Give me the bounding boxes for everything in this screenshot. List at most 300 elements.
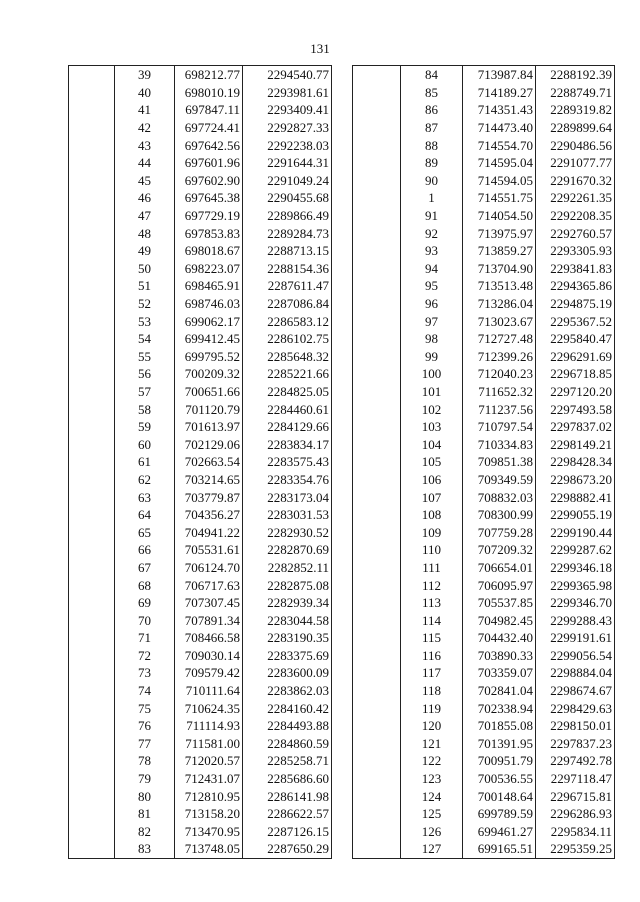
point-number-cell: 85: [401, 84, 463, 102]
table-row: [69, 435, 332, 453]
table-row: [69, 330, 332, 348]
x-coordinate-cell: 713286.04: [463, 295, 536, 313]
point-number-cell: 39: [115, 66, 175, 84]
blank-cell: [353, 66, 401, 84]
x-coordinate-cell: 703214.65: [175, 471, 243, 489]
y-coordinate-cell: 2295367.52: [536, 312, 615, 330]
x-coordinate-cell: 699795.52: [175, 348, 243, 366]
y-coordinate-cell: 2297837.23: [536, 735, 615, 753]
point-number-cell: 51: [115, 277, 175, 295]
blank-cell: [353, 242, 401, 260]
x-coordinate-cell: 712020.57: [175, 752, 243, 770]
y-coordinate-cell: 2283862.03: [243, 682, 332, 700]
y-coordinate-cell: 2294875.19: [536, 295, 615, 313]
table-row: [353, 805, 615, 823]
blank-cell: [69, 752, 115, 770]
x-coordinate-cell: 698465.91: [175, 277, 243, 295]
table-row: [353, 224, 615, 242]
table-row: [69, 541, 332, 559]
x-coordinate-cell: 709349.59: [463, 471, 536, 489]
blank-cell: [69, 471, 115, 489]
x-coordinate-cell: 704356.27: [175, 506, 243, 524]
y-coordinate-cell: 2298884.04: [536, 664, 615, 682]
point-number-cell: 120: [401, 717, 463, 735]
blank-cell: [353, 84, 401, 102]
point-number-cell: 111: [401, 559, 463, 577]
table-row: [69, 365, 332, 383]
point-number-cell: 97: [401, 312, 463, 330]
point-number-cell: 59: [115, 418, 175, 436]
x-coordinate-cell: 711114.93: [175, 717, 243, 735]
point-number-cell: 93: [401, 242, 463, 260]
x-coordinate-cell: 700651.66: [175, 383, 243, 401]
point-number-cell: 74: [115, 682, 175, 700]
point-number-cell: 77: [115, 735, 175, 753]
table-row: [353, 330, 615, 348]
point-number-cell: 53: [115, 312, 175, 330]
blank-cell: [353, 805, 401, 823]
x-coordinate-cell: 707891.34: [175, 611, 243, 629]
x-coordinate-cell: 708466.58: [175, 629, 243, 647]
y-coordinate-cell: 2292760.57: [536, 224, 615, 242]
x-coordinate-cell: 698018.67: [175, 242, 243, 260]
blank-cell: [69, 189, 115, 207]
point-number-cell: 70: [115, 611, 175, 629]
y-coordinate-cell: 2299346.18: [536, 559, 615, 577]
y-coordinate-cell: 2298428.34: [536, 453, 615, 471]
x-coordinate-cell: 698746.03: [175, 295, 243, 313]
point-number-cell: 46: [115, 189, 175, 207]
point-number-cell: 81: [115, 805, 175, 823]
point-number-cell: 43: [115, 136, 175, 154]
point-number-cell: 62: [115, 471, 175, 489]
x-coordinate-cell: 699165.51: [463, 840, 536, 858]
blank-cell: [353, 611, 401, 629]
table-row: [69, 770, 332, 788]
x-coordinate-cell: 702129.06: [175, 435, 243, 453]
blank-cell: [353, 735, 401, 753]
table-row: [353, 576, 615, 594]
x-coordinate-cell: 703779.87: [175, 488, 243, 506]
table-row: [353, 471, 615, 489]
point-number-cell: 117: [401, 664, 463, 682]
blank-cell: [69, 594, 115, 612]
point-number-cell: 66: [115, 541, 175, 559]
blank-cell: [69, 418, 115, 436]
point-number-cell: 75: [115, 699, 175, 717]
coordinate-table-left: [68, 65, 332, 859]
table-row: [353, 770, 615, 788]
blank-cell: [69, 576, 115, 594]
blank-cell: [69, 647, 115, 665]
x-coordinate-cell: 711652.32: [463, 383, 536, 401]
table-row: [69, 172, 332, 190]
y-coordinate-cell: 2297120.20: [536, 383, 615, 401]
y-coordinate-cell: 2298882.41: [536, 488, 615, 506]
point-number-cell: 94: [401, 260, 463, 278]
table-row: [69, 453, 332, 471]
y-coordinate-cell: 2298149.21: [536, 435, 615, 453]
point-number-cell: 119: [401, 699, 463, 717]
table-row: [69, 119, 332, 137]
y-coordinate-cell: 2293305.93: [536, 242, 615, 260]
table-row: [353, 699, 615, 717]
x-coordinate-cell: 714351.43: [463, 101, 536, 119]
blank-cell: [353, 699, 401, 717]
x-coordinate-cell: 706124.70: [175, 559, 243, 577]
x-coordinate-cell: 713513.48: [463, 277, 536, 295]
table-row: [69, 647, 332, 665]
x-coordinate-cell: 699412.45: [175, 330, 243, 348]
y-coordinate-cell: 2287611.47: [243, 277, 332, 295]
point-number-cell: 80: [115, 787, 175, 805]
point-number-cell: 99: [401, 348, 463, 366]
table-row: [353, 242, 615, 260]
y-coordinate-cell: 2291049.24: [243, 172, 332, 190]
point-number-cell: 89: [401, 154, 463, 172]
point-number-cell: 121: [401, 735, 463, 753]
blank-cell: [353, 576, 401, 594]
y-coordinate-cell: 2287650.29: [243, 840, 332, 858]
blank-cell: [69, 805, 115, 823]
point-number-cell: 115: [401, 629, 463, 647]
table-row: [353, 453, 615, 471]
y-coordinate-cell: 2298429.63: [536, 699, 615, 717]
point-number-cell: 82: [115, 823, 175, 841]
x-coordinate-cell: 702338.94: [463, 699, 536, 717]
blank-cell: [69, 506, 115, 524]
point-number-cell: 71: [115, 629, 175, 647]
point-number-cell: 95: [401, 277, 463, 295]
table-row: [353, 647, 615, 665]
blank-cell: [69, 664, 115, 682]
blank-cell: [353, 119, 401, 137]
y-coordinate-cell: 2284129.66: [243, 418, 332, 436]
point-number-cell: 104: [401, 435, 463, 453]
blank-cell: [69, 383, 115, 401]
point-number-cell: 48: [115, 224, 175, 242]
point-number-cell: 1: [401, 189, 463, 207]
x-coordinate-cell: 713158.20: [175, 805, 243, 823]
point-number-cell: 58: [115, 400, 175, 418]
point-number-cell: 41: [115, 101, 175, 119]
point-number-cell: 90: [401, 172, 463, 190]
blank-cell: [69, 312, 115, 330]
blank-cell: [69, 629, 115, 647]
x-coordinate-cell: 709579.42: [175, 664, 243, 682]
x-coordinate-cell: 700148.64: [463, 787, 536, 805]
y-coordinate-cell: 2296715.81: [536, 787, 615, 805]
x-coordinate-cell: 704432.40: [463, 629, 536, 647]
point-number-cell: 113: [401, 594, 463, 612]
table-row: [69, 717, 332, 735]
table-row: [69, 559, 332, 577]
table-row: [353, 435, 615, 453]
y-coordinate-cell: 2283600.09: [243, 664, 332, 682]
blank-cell: [353, 840, 401, 858]
blank-cell: [69, 400, 115, 418]
table-row: [353, 840, 615, 858]
table-row: [353, 611, 615, 629]
table-row: [353, 154, 615, 172]
point-number-cell: 107: [401, 488, 463, 506]
x-coordinate-cell: 699461.27: [463, 823, 536, 841]
y-coordinate-cell: 2298150.01: [536, 717, 615, 735]
x-coordinate-cell: 707759.28: [463, 523, 536, 541]
y-coordinate-cell: 2284160.42: [243, 699, 332, 717]
point-number-cell: 88: [401, 136, 463, 154]
blank-cell: [353, 471, 401, 489]
blank-cell: [353, 101, 401, 119]
blank-cell: [69, 154, 115, 172]
blank-cell: [353, 559, 401, 577]
point-number-cell: 64: [115, 506, 175, 524]
x-coordinate-cell: 708300.99: [463, 506, 536, 524]
y-coordinate-cell: 2299055.19: [536, 506, 615, 524]
point-number-cell: 78: [115, 752, 175, 770]
table-row: [353, 418, 615, 436]
x-coordinate-cell: 699062.17: [175, 312, 243, 330]
blank-cell: [69, 260, 115, 278]
table-row: [69, 787, 332, 805]
y-coordinate-cell: 2299056.54: [536, 647, 615, 665]
table-row: [69, 611, 332, 629]
x-coordinate-cell: 714054.50: [463, 207, 536, 225]
x-coordinate-cell: 697602.90: [175, 172, 243, 190]
table-row: [69, 576, 332, 594]
point-number-cell: 76: [115, 717, 175, 735]
table-row: [69, 101, 332, 119]
point-number-cell: 68: [115, 576, 175, 594]
blank-cell: [69, 84, 115, 102]
x-coordinate-cell: 709851.38: [463, 453, 536, 471]
y-coordinate-cell: 2290455.68: [243, 189, 332, 207]
table-row: [69, 506, 332, 524]
table-row: [353, 207, 615, 225]
point-number-cell: 122: [401, 752, 463, 770]
point-number-cell: 44: [115, 154, 175, 172]
table-row: [353, 101, 615, 119]
table-row: [353, 717, 615, 735]
x-coordinate-cell: 704941.22: [175, 523, 243, 541]
table-row: [353, 136, 615, 154]
point-number-cell: 69: [115, 594, 175, 612]
x-coordinate-cell: 707307.45: [175, 594, 243, 612]
table-row: [353, 119, 615, 137]
point-number-cell: 96: [401, 295, 463, 313]
x-coordinate-cell: 697642.56: [175, 136, 243, 154]
x-coordinate-cell: 714473.40: [463, 119, 536, 137]
point-number-cell: 65: [115, 523, 175, 541]
table-row: [353, 260, 615, 278]
point-number-cell: 55: [115, 348, 175, 366]
blank-cell: [353, 823, 401, 841]
y-coordinate-cell: 2289866.49: [243, 207, 332, 225]
point-number-cell: 54: [115, 330, 175, 348]
x-coordinate-cell: 710111.64: [175, 682, 243, 700]
blank-cell: [69, 348, 115, 366]
blank-cell: [69, 66, 115, 84]
table-row: [353, 541, 615, 559]
table-row: [69, 400, 332, 418]
x-coordinate-cell: 704982.45: [463, 611, 536, 629]
y-coordinate-cell: 2297837.02: [536, 418, 615, 436]
y-coordinate-cell: 2283173.04: [243, 488, 332, 506]
table-row: [69, 189, 332, 207]
x-coordinate-cell: 699789.59: [463, 805, 536, 823]
blank-cell: [353, 295, 401, 313]
y-coordinate-cell: 2297492.78: [536, 752, 615, 770]
y-coordinate-cell: 2293409.41: [243, 101, 332, 119]
blank-cell: [69, 787, 115, 805]
table-row: [69, 682, 332, 700]
x-coordinate-cell: 712810.95: [175, 787, 243, 805]
blank-cell: [69, 295, 115, 313]
x-coordinate-cell: 698223.07: [175, 260, 243, 278]
y-coordinate-cell: 2298673.20: [536, 471, 615, 489]
table-row: [353, 735, 615, 753]
y-coordinate-cell: 2288713.15: [243, 242, 332, 260]
x-coordinate-cell: 712040.23: [463, 365, 536, 383]
point-number-cell: 49: [115, 242, 175, 260]
x-coordinate-cell: 702841.04: [463, 682, 536, 700]
point-number-cell: 83: [115, 840, 175, 858]
y-coordinate-cell: 2282930.52: [243, 523, 332, 541]
blank-cell: [353, 189, 401, 207]
y-coordinate-cell: 2283031.53: [243, 506, 332, 524]
point-number-cell: 67: [115, 559, 175, 577]
table-row: [69, 348, 332, 366]
y-coordinate-cell: 2288192.39: [536, 66, 615, 84]
blank-cell: [353, 207, 401, 225]
y-coordinate-cell: 2289899.64: [536, 119, 615, 137]
x-coordinate-cell: 713470.95: [175, 823, 243, 841]
y-coordinate-cell: 2288154.36: [243, 260, 332, 278]
blank-cell: [353, 629, 401, 647]
point-number-cell: 126: [401, 823, 463, 841]
y-coordinate-cell: 2296291.69: [536, 348, 615, 366]
y-coordinate-cell: 2299287.62: [536, 541, 615, 559]
blank-cell: [353, 664, 401, 682]
x-coordinate-cell: 712399.26: [463, 348, 536, 366]
y-coordinate-cell: 2291670.32: [536, 172, 615, 190]
point-number-cell: 56: [115, 365, 175, 383]
blank-cell: [69, 242, 115, 260]
point-number-cell: 101: [401, 383, 463, 401]
table-row: [353, 664, 615, 682]
table-row: [69, 735, 332, 753]
y-coordinate-cell: 2294365.86: [536, 277, 615, 295]
table-row: [353, 506, 615, 524]
blank-cell: [69, 735, 115, 753]
point-number-cell: 84: [401, 66, 463, 84]
blank-cell: [353, 348, 401, 366]
x-coordinate-cell: 706095.97: [463, 576, 536, 594]
blank-cell: [69, 224, 115, 242]
point-number-cell: 91: [401, 207, 463, 225]
point-number-cell: 92: [401, 224, 463, 242]
blank-cell: [69, 119, 115, 137]
blank-cell: [69, 840, 115, 858]
point-number-cell: 87: [401, 119, 463, 137]
table-row: [69, 136, 332, 154]
x-coordinate-cell: 700951.79: [463, 752, 536, 770]
x-coordinate-cell: 697724.41: [175, 119, 243, 137]
table-row: [69, 629, 332, 647]
point-number-cell: 57: [115, 383, 175, 401]
point-number-cell: 110: [401, 541, 463, 559]
table-row: [69, 752, 332, 770]
blank-cell: [353, 365, 401, 383]
table-row: [353, 84, 615, 102]
point-number-cell: 60: [115, 435, 175, 453]
x-coordinate-cell: 702663.54: [175, 453, 243, 471]
x-coordinate-cell: 713859.27: [463, 242, 536, 260]
point-number-cell: 61: [115, 453, 175, 471]
table-row: [69, 242, 332, 260]
table-row: [353, 629, 615, 647]
point-number-cell: 118: [401, 682, 463, 700]
table-row: [69, 699, 332, 717]
point-number-cell: 72: [115, 647, 175, 665]
table-row: [69, 295, 332, 313]
point-number-cell: 79: [115, 770, 175, 788]
x-coordinate-cell: 697847.11: [175, 101, 243, 119]
y-coordinate-cell: 2293841.83: [536, 260, 615, 278]
x-coordinate-cell: 701613.97: [175, 418, 243, 436]
blank-cell: [353, 682, 401, 700]
y-coordinate-cell: 2287126.15: [243, 823, 332, 841]
x-coordinate-cell: 713987.84: [463, 66, 536, 84]
blank-cell: [353, 770, 401, 788]
y-coordinate-cell: 2299346.70: [536, 594, 615, 612]
x-coordinate-cell: 710334.83: [463, 435, 536, 453]
blank-cell: [69, 435, 115, 453]
y-coordinate-cell: 2285686.60: [243, 770, 332, 788]
y-coordinate-cell: 2283575.43: [243, 453, 332, 471]
table-row: [69, 594, 332, 612]
table-row: [69, 823, 332, 841]
x-coordinate-cell: 712431.07: [175, 770, 243, 788]
table-row: [69, 84, 332, 102]
x-coordinate-cell: 710624.35: [175, 699, 243, 717]
table-row: [353, 787, 615, 805]
point-number-cell: 112: [401, 576, 463, 594]
blank-cell: [69, 611, 115, 629]
y-coordinate-cell: 2284825.05: [243, 383, 332, 401]
x-coordinate-cell: 697729.19: [175, 207, 243, 225]
blank-cell: [69, 136, 115, 154]
y-coordinate-cell: 2294540.77: [243, 66, 332, 84]
x-coordinate-cell: 711237.56: [463, 400, 536, 418]
table-row: [69, 418, 332, 436]
table-row: [69, 154, 332, 172]
y-coordinate-cell: 2297118.47: [536, 770, 615, 788]
table-row: [69, 312, 332, 330]
point-number-cell: 98: [401, 330, 463, 348]
x-coordinate-cell: 708832.03: [463, 488, 536, 506]
point-number-cell: 73: [115, 664, 175, 682]
blank-cell: [69, 172, 115, 190]
y-coordinate-cell: 2289319.82: [536, 101, 615, 119]
y-coordinate-cell: 2299190.44: [536, 523, 615, 541]
y-coordinate-cell: 2295840.47: [536, 330, 615, 348]
y-coordinate-cell: 2287086.84: [243, 295, 332, 313]
blank-cell: [353, 277, 401, 295]
y-coordinate-cell: 2297493.58: [536, 400, 615, 418]
table-row: [69, 471, 332, 489]
blank-cell: [353, 154, 401, 172]
